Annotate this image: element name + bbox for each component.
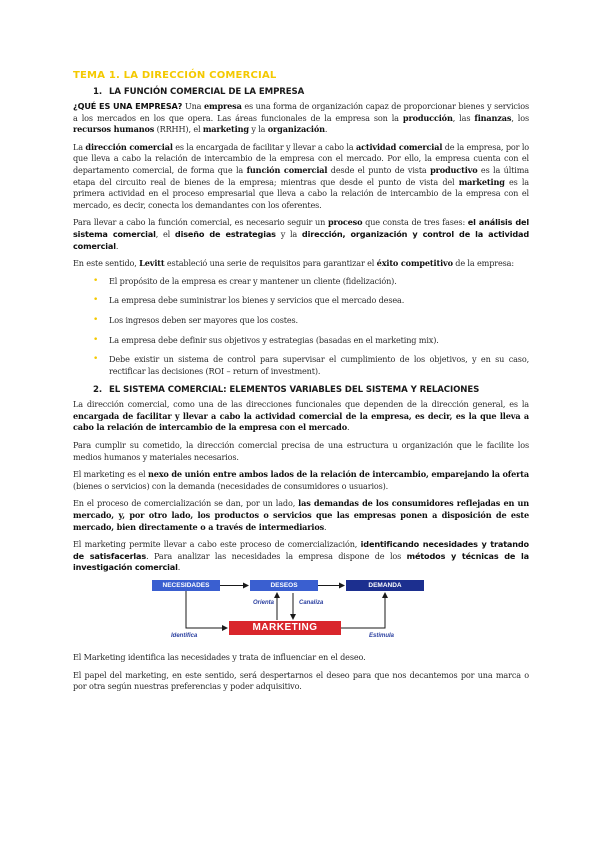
text: . [346, 422, 350, 433]
bold-term: éxito competitivo [376, 258, 453, 269]
text: El marketing es el [73, 469, 148, 480]
box-necesidades: NECESIDADES [152, 580, 220, 591]
bold-term: finanzas [474, 112, 512, 123]
text: , las [452, 112, 475, 123]
text: (bienes o servicios) con la demanda (necesidades de consumidores o usuarios). [73, 480, 389, 491]
list-item [93, 276, 529, 288]
bullet-icon: • [93, 334, 99, 345]
bold-term: nexo de unión entre ambos lados de la relación de intercambio, emparejando la oferta [147, 469, 530, 480]
paragraph-estructura: Para cumplir su cometido, la dirección comercial precisa de una estructura u organización que le facilite los medios humanos y materiales necesarios. [73, 440, 529, 462]
bold-term: organización [267, 124, 325, 135]
paragraph-comercializacion [73, 498, 529, 533]
bold-term: proceso [327, 217, 363, 228]
bold-term: identificando necesidades y tratando de satisfacerlas [73, 539, 529, 561]
section-2-heading [93, 385, 529, 395]
bold-term: producción [402, 112, 453, 123]
text: (RRHH), el [154, 124, 203, 135]
text: , el [155, 228, 175, 239]
bullet-icon: • [93, 314, 99, 325]
text: La [73, 141, 86, 152]
list-item-text: Debe existir un sistema de control para supervisar el cumplimiento de los objetivos, y en su caso, rectificar las decisiones (ROI – return of investment). [109, 354, 529, 376]
section-2-number: 2. [93, 385, 103, 396]
text: En el proceso de comercialización se dan, por un lado, [73, 498, 299, 509]
list-item [93, 354, 529, 377]
bold-term: marketing [202, 124, 249, 135]
paragraph-nexo [73, 469, 529, 492]
paragraph-que-es-empresa [73, 101, 529, 136]
bold-term: marketing [458, 176, 505, 187]
list-item-text: La empresa debe definir sus objetivos y estrategias (basadas en el marketing mix). [109, 334, 439, 345]
label-estimula: Estimula [369, 633, 395, 639]
text: Para llevar a cabo la función comercial, es necesario seguir un [73, 217, 328, 228]
bold-term: productivo [430, 164, 478, 175]
text: y la [248, 124, 268, 135]
bold-term: función comercial [246, 164, 328, 175]
text: En este sentido, [73, 258, 140, 269]
text: de la empresa: [452, 258, 514, 269]
list-item [93, 295, 529, 307]
text: que consta de tres fases: [362, 217, 468, 228]
text: . [177, 562, 181, 573]
text: . [324, 124, 328, 135]
section-1-title: LA FUNCIÓN COMERCIAL DE LA EMPRESA [109, 87, 305, 97]
text: estableció una serie de requisitos para garantizar el [164, 258, 377, 269]
bold-term: actividad comercial [355, 141, 443, 152]
paragraph-direccion-comercial [73, 142, 529, 212]
list-item-text: Los ingresos deben ser mayores que los costes. [109, 314, 298, 325]
text: El marketing permite llevar a cabo este proceso de comercialización, [73, 539, 361, 550]
text: desde el punto de vista [327, 164, 431, 175]
list-item [93, 335, 529, 347]
text: La dirección comercial, como una de las direcciones funcionales que dependen de la dirección general, es la [73, 399, 529, 410]
paragraph-papel-marketing: El papel del marketing, en este sentido, será despertarnos el deseo para que nos decantemos por una marca o por otra según nuestras preferencias y poder adquisitivo. [73, 669, 529, 692]
bold-term: encargada de facilitar y llevar a cabo la actividad comercial de la empresa, es decir, es la que lleva a cabo la relación de intercambio de la empresa con el mercado [73, 410, 529, 433]
box-deseos: DESEOS [250, 580, 318, 591]
bold-term: las demandas de los consumidores reflejadas en un mercado, y, por otro lado, los productos o servicios que las empresas ponen a disposición de este mercado, bien directamente o a través de intermediarios [73, 498, 529, 532]
bold-term: el análisis del sistema comercial [73, 217, 530, 239]
paragraph-marketing-proceso [73, 539, 529, 574]
paragraph-marketing-identifica: El Marketing identifica las necesidades y trata de influenciar en el deseo. [73, 652, 366, 662]
bold-term: dirección, organización y control de la actividad comercial [73, 228, 529, 251]
marketing-diagram [73, 580, 529, 646]
text: es la última etapa del circuito real de bienes de la empresa; mientras que desde el punto de vista del [73, 164, 529, 187]
requisitos-list [73, 276, 529, 378]
paragraph-levitt [73, 258, 529, 270]
text: es una forma de organización capaz de proporcionar bienes y servicios a los mercados en los que opera. Las áreas funcionales de la empresa son la [73, 101, 529, 123]
text: es la primera actividad en el proceso empresarial que lleva a cabo la relación de intercambio de la empresa con el mercado, es decir, conecta los demandantes con los oferentes. [73, 176, 530, 210]
bold-term: recursos humanos [73, 124, 155, 135]
bold-term: Levitt [139, 258, 165, 269]
lead-question: ¿QUÉ ES UNA EMPRESA? [73, 101, 183, 111]
text: , los [511, 112, 529, 123]
box-marketing: MARKETING [229, 621, 341, 635]
tema-title: TEMA 1. LA DIRECCIÓN COMERCIAL [73, 70, 277, 81]
paragraph-direccion-funcional [73, 399, 529, 434]
arrow-identifica [186, 591, 227, 628]
bullet-icon: • [93, 295, 99, 306]
document-content [73, 70, 529, 699]
list-item [93, 315, 529, 327]
bullet-icon: • [93, 275, 99, 286]
arrow-estimula [341, 593, 385, 628]
text: Una [182, 101, 205, 111]
text: y la [275, 228, 302, 239]
label-identifica: Identifica [171, 633, 198, 639]
list-item-text: La empresa debe suministrar los bienes y servicios que el mercado desea. [109, 295, 405, 306]
text: . Para analizar las necesidades la empresa dispone de los [146, 550, 407, 561]
text: es la encargada de facilitar y llevar a cabo la [172, 141, 356, 152]
bullet-icon: • [93, 354, 99, 365]
paragraph-proceso [73, 217, 529, 252]
text: de la empresa, por lo que lleva a cabo la relación de intercambio de la empresa con el mercado. Por ello, la empresa cuenta con el departamento comercial, de forma que la [73, 141, 530, 175]
section-1-number: 1. [93, 87, 103, 97]
section-1-heading [93, 87, 529, 97]
bold-term: métodos y técnicas de la investigación comercial [73, 550, 529, 573]
section-2-title: EL SISTEMA COMERCIAL: ELEMENTOS VARIABLES DEL SISTEMA Y RELACIONES [109, 385, 480, 396]
bold-term: dirección comercial [85, 141, 173, 152]
label-orienta: Orienta [253, 600, 275, 606]
box-demanda: DEMANDA [346, 580, 424, 591]
bold-term: empresa [204, 101, 242, 111]
text: . [115, 240, 119, 251]
label-canaliza: Canaliza [299, 600, 324, 606]
list-item-text: El propósito de la empresa es crear y mantener un cliente (fidelización). [109, 275, 397, 286]
bold-term: diseño de estrategias [174, 228, 276, 239]
text: . [324, 521, 327, 532]
